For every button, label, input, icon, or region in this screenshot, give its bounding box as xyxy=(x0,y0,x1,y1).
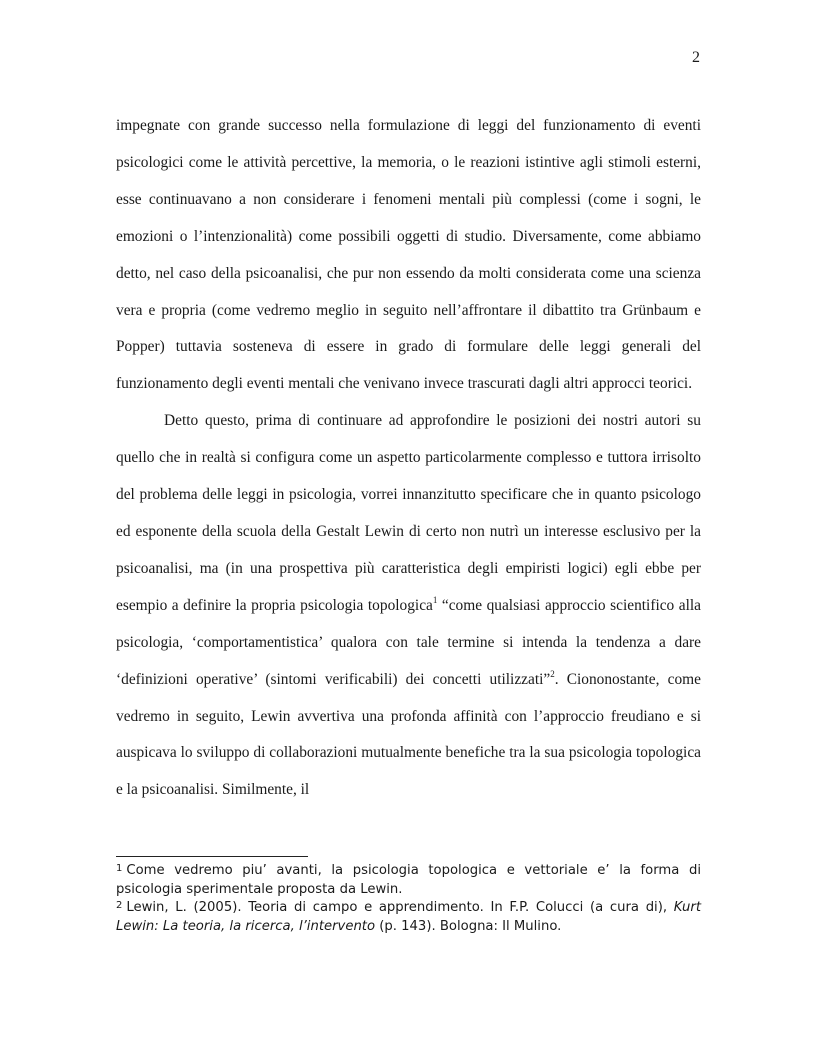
footnote-2-text-a: Lewin, L. (2005). Teoria di campo e apprendimento. In F.P. Colucci (a cura di), xyxy=(126,900,674,915)
paragraph-2 xyxy=(116,403,701,809)
footnote-2-book-title: Kurt Lewin: La teoria, la ricerca, l’intervento xyxy=(116,900,701,934)
footnote-separator xyxy=(116,856,308,857)
footnote-1-text: Come vedremo piu’ avanti, la psicologia topologica e vettoriale e’ la forma di psicologia sperimentale proposta da Lewin. xyxy=(116,863,701,897)
footnote-1-mark: 1 xyxy=(116,863,123,874)
footnote-1 xyxy=(116,862,701,899)
footnote-2 xyxy=(116,899,701,936)
footnotes xyxy=(116,862,701,936)
footnote-ref-2[interactable]: 2 xyxy=(550,668,555,679)
paragraph-1: impegnate con grande successo nella formulazione di leggi del funzionamento di eventi psicologici come le attività percettive, la memoria, o le reazioni istintive agli stimoli esterni, esse continuavano a non considerare i fenomeni mentali più complessi (come i sogni, le emozioni o l’intenzionalità) come possibili oggetti di studio. Diversamente, come abbiamo detto, nel caso della psicoanalisi, che pur non essendo da molti considerata come una scienza vera e propria (come vedremo meglio in seguito nell’affrontare il dibattito tra Grünbaum e Popper) tuttavia sosteneva di essere in grado di formulare delle leggi generali del funzionamento degli eventi mentali che venivano invece trascurati dagli altri approcci teorici. xyxy=(116,117,701,393)
page-number: 2 xyxy=(692,49,700,66)
paragraph-2-text-c: . Ciononostante, come vedremo in seguito, Lewin avvertiva una profonda affinità con l’approccio freudiano e si auspicava lo sviluppo di collaborazioni mutualmente benefiche tra la sua psicologia topologica e la psicoanalisi. Similmente, il xyxy=(116,670,701,799)
footnote-ref-1[interactable]: 1 xyxy=(432,594,438,605)
main-text xyxy=(116,108,701,809)
footnote-2-text-b: (p. 143). Bologna: Il Mulino. xyxy=(375,918,562,934)
footnote-2-mark: 2 xyxy=(116,900,123,911)
paragraph-2-text-b: “come qualsiasi approccio scientifico alla psicologia, ‘comportamentistica’ qualora con tale termine si intenda la tendenza a dare ‘definizioni operative’ (sintomi verificabili) dei concetti utilizzati” xyxy=(116,596,701,688)
paragraph-2-text-a: Detto questo, prima di continuare ad approfondire le posizioni dei nostri autori su quello che in realtà si configura come un aspetto particolarmente complesso e tuttora irrisolto del problema delle leggi in psicologia, vorrei innanzitutto specificare che in quanto psicologo ed esponente della scuola della Gestalt Lewin di certo non nutrì un interesse esclusivo per la psicoanalisi, ma (in una prospettiva più caratteristica degli empiristi logici) egli ebbe per esempio a definire la propria psicologia topologica xyxy=(116,412,701,614)
